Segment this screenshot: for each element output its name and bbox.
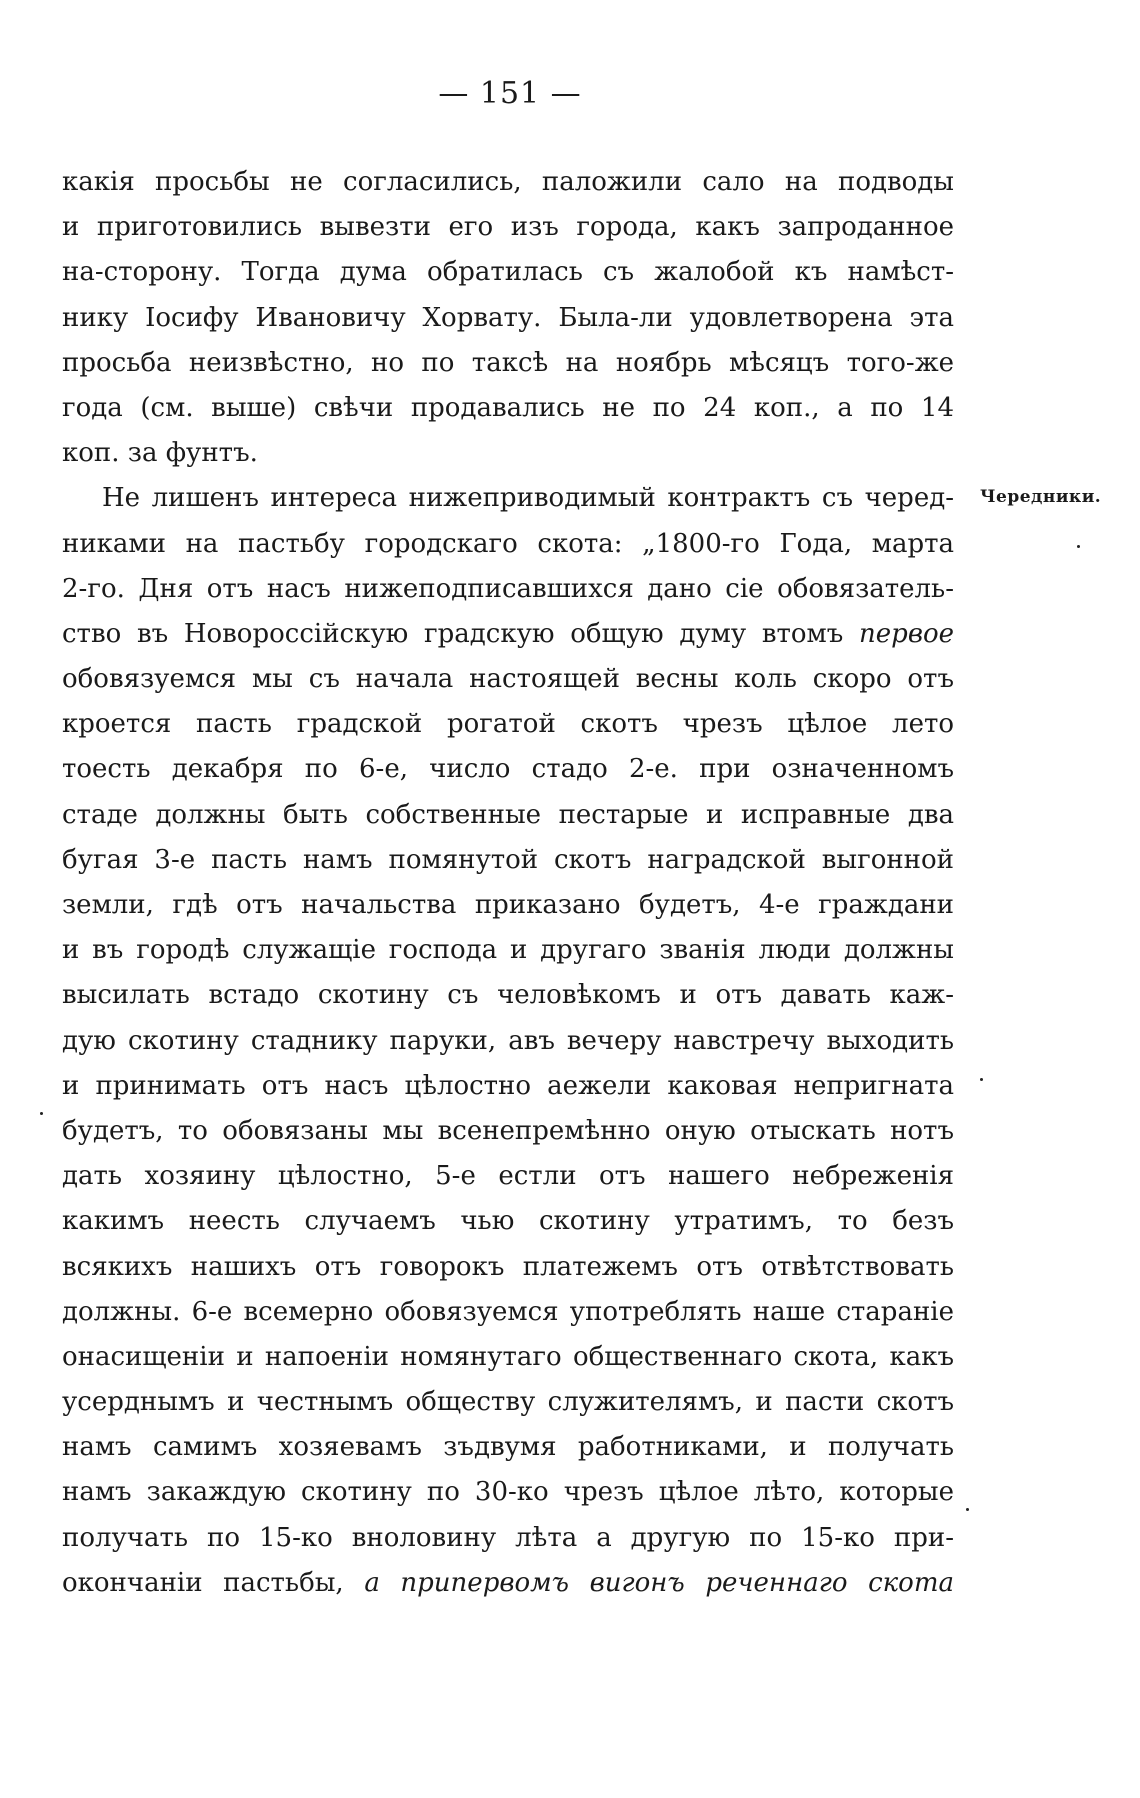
text-line: усерднымъ и честнымъ обществу служителямъ, и пасти скотъ (62, 1387, 954, 1418)
text-line: какимъ неесть случаемъ чью скотину утратимъ, то безъ (62, 1206, 954, 1237)
text-line: земли, гдѣ отъ начальства приказано будетъ, 4-е граждани (62, 890, 954, 920)
text-line: коп. за фунтъ. (62, 438, 258, 469)
text-line: какія просьбы не согласились, паложили сало на подводы (62, 167, 954, 197)
text-line: всякихъ нашихъ отъ говорокъ платежемъ отъ отвѣтствовать (62, 1251, 954, 1282)
page-number: — 151 — (438, 76, 582, 111)
text-line: просьба неизвѣстно, но по таксѣ на ноябрь мѣсяцъ того-же (62, 347, 954, 378)
print-speck (966, 1508, 969, 1511)
italic-fragment: а припервомъ вигонъ реченнаго скота (364, 1567, 954, 1598)
text-line: и принимать отъ насъ цѣлостно аежели каковая непригната (62, 1070, 954, 1101)
text-line: должны. 6-е всемерно обовязуемся употреблять наше стараніе (62, 1296, 954, 1327)
print-speck (1077, 545, 1080, 548)
text-line: получать по 15-ко вноловину лѣта а другую по 15-ко при- (62, 1522, 954, 1553)
text-line: намъ самимъ хозяевамъ зъдвумя работниками, и получать (62, 1432, 954, 1463)
body-text (62, 160, 954, 1606)
text-line: 2-го. Дня отъ насъ нижеподписавшихся дано сіе обовязатель- (62, 573, 954, 604)
text-line: Не лишенъ интереса нижеприводимый контрактъ съ черед- (102, 483, 954, 514)
text-line: тоесть декабря по 6-е, число стадо 2-е. при означенномъ (62, 754, 954, 785)
text-line: года (см. выше) свѣчи продавались не по 24 коп., а по 14 (62, 392, 954, 423)
text-fragment: окончаніи пастьбы, (62, 1567, 344, 1598)
text-line (62, 612, 954, 657)
text-line: онасищеніи и напоеніи номянутаго общественнаго скота, какъ (62, 1341, 954, 1372)
margin-note: Чередники. (980, 487, 1102, 507)
text-line: никами на пастьбу городскаго скота: „1800-го Года, марта (62, 528, 954, 559)
text-line: бугая 3-е пасть намъ помянутой скотъ наградской выгонной (62, 844, 954, 875)
text-fragment: ство въ Новороссійскую градскую общую думу втомъ (62, 618, 844, 649)
text-line: дую скотину стаднику паруки, авъ вечеру навстречу выходить (62, 1025, 954, 1056)
text-line: высилать встадо скотину съ человѣкомъ и отъ давать каж- (62, 980, 954, 1011)
text-line: кроется пасть градской рогатой скотъ чрезъ цѣлое лето (62, 709, 954, 740)
text-line: на-сторону. Тогда дума обратилась съ жалобой къ намѣст- (62, 257, 954, 288)
text-line: и приготовились вывезти его изъ города, какъ запроданное (62, 212, 954, 243)
text-line: обовязуемся мы съ начала настоящей весны коль скоро отъ (62, 664, 954, 695)
print-speck (40, 1112, 43, 1115)
text-line: и въ городѣ служащіе господа и другаго званія люди должны (62, 935, 954, 966)
text-line: будетъ, то обовязаны мы всенепремѣнно оную отыскать нотъ (62, 1115, 954, 1146)
text-line: намъ закаждую скотину по 30-ко чрезъ цѣлое лѣто, которые (62, 1477, 954, 1508)
text-line: нику Іосифу Ивановичу Хорвату. Была-ли удовлетворена эта (62, 302, 954, 333)
text-line (62, 1561, 954, 1606)
print-speck (980, 1078, 983, 1081)
text-line: стаде должны быть собственные пестарые и исправные два (62, 799, 954, 830)
text-line: дать хозяину цѣлостно, 5-е естли отъ нашего небреженія (62, 1161, 954, 1192)
italic-fragment: первое (859, 618, 954, 649)
